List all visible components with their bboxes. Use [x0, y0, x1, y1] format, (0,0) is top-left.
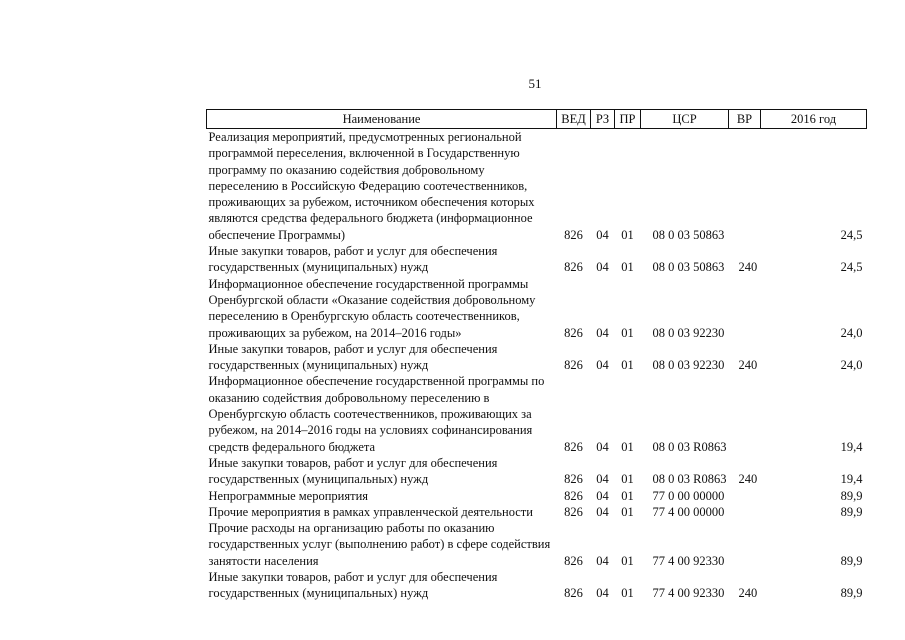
row-vr: 240	[738, 260, 758, 275]
row-vr: 240	[738, 358, 758, 373]
row-csr: 77 4 00 92330	[652, 553, 725, 568]
budget-table	[206, 109, 867, 602]
row-amount: 24,0	[840, 358, 863, 373]
header-name: Наименование	[207, 110, 557, 129]
table-row	[207, 129, 867, 244]
row-vr: 240	[738, 586, 758, 601]
row-pr: 01	[621, 325, 634, 340]
table-row	[207, 569, 867, 602]
row-pr: 01	[621, 504, 634, 519]
row-amount: 89,9	[840, 586, 863, 601]
row-csr: 08 0 03 R0863	[652, 472, 727, 487]
header-year: 2016 год	[761, 110, 867, 129]
row-amount: 24,5	[840, 227, 863, 242]
header-csr: ЦСР	[641, 110, 729, 129]
row-amount: 19,4	[840, 439, 863, 454]
row-ved: 826	[564, 472, 583, 487]
row-ved: 826	[564, 325, 583, 340]
table-header-row	[207, 110, 867, 129]
row-name: Информационное обеспечение государственной программы по оказанию содействия добровольному переселению в Оренбургскую область соотечественников, проживающих за рубежом, на 2014–2016 годы на условиях софинансирования средств федерального бюджета	[208, 374, 545, 454]
row-ved: 826	[564, 586, 583, 601]
row-rz: 04	[596, 488, 609, 503]
row-pr: 01	[621, 227, 634, 242]
row-ved: 826	[564, 358, 583, 373]
table-row	[207, 373, 867, 454]
row-pr: 01	[621, 488, 634, 503]
row-amount: 89,9	[840, 504, 863, 519]
row-name: Иные закупки товаров, работ и услуг для обеспечения государственных (муниципальных) нужд	[208, 341, 498, 373]
table-row	[207, 520, 867, 569]
row-rz: 04	[596, 439, 609, 454]
row-vr	[729, 488, 761, 504]
row-vr	[729, 276, 761, 341]
row-name: Иные закупки товаров, работ и услуг для обеспечения государственных (муниципальных) нужд	[208, 244, 498, 275]
row-csr: 77 4 00 92330	[652, 586, 725, 601]
row-amount: 24,0	[840, 325, 863, 340]
row-csr: 08 0 03 R0863	[652, 439, 727, 454]
row-ved: 826	[564, 439, 583, 454]
row-pr: 01	[621, 358, 634, 373]
table-row	[207, 243, 867, 276]
row-ved: 826	[564, 227, 583, 242]
row-amount: 89,9	[840, 488, 863, 503]
table-row	[207, 455, 867, 488]
row-csr: 08 0 03 50863	[652, 260, 725, 275]
table-row	[207, 276, 867, 341]
header-pr: ПР	[615, 110, 641, 129]
row-rz: 04	[596, 325, 609, 340]
header-vr: ВР	[729, 110, 761, 129]
row-name: Прочие мероприятия в рамках управленческой деятельности	[208, 504, 533, 519]
row-amount: 19,4	[840, 472, 863, 487]
row-vr	[729, 373, 761, 454]
row-name: Непрограммные мероприятия	[208, 488, 369, 503]
row-ved: 826	[564, 504, 583, 519]
row-vr: 240	[738, 472, 758, 487]
row-csr: 77 0 00 00000	[652, 488, 725, 503]
row-rz: 04	[596, 227, 609, 242]
row-pr: 01	[621, 553, 634, 568]
row-rz: 04	[596, 260, 609, 275]
row-amount: 24,5	[840, 260, 863, 275]
row-vr	[729, 129, 761, 244]
row-name: Прочие расходы на организацию работы по оказанию государственных услуг (выполнению работ) в сфере содействия занятости населения	[208, 521, 551, 568]
row-csr: 08 0 03 92230	[652, 358, 725, 373]
row-name: Реализация мероприятий, предусмотренных региональной программой переселения, включенной в Государственную программу по оказанию содействия добровольному переселению в Российскую Федерацию соотечественников, проживающих за рубежом, источником обеспечения которых являются средства федерального бюджета (информационное обеспечение Программы)	[208, 130, 535, 242]
row-pr: 01	[621, 586, 634, 601]
row-name: Иные закупки товаров, работ и услуг для обеспечения государственных (муниципальных) нужд	[208, 570, 498, 601]
row-csr: 08 0 03 92230	[652, 325, 725, 340]
row-vr	[729, 520, 761, 569]
header-rz: РЗ	[591, 110, 615, 129]
row-pr: 01	[621, 472, 634, 487]
row-ved: 826	[564, 488, 583, 503]
row-csr: 08 0 03 50863	[652, 227, 725, 242]
row-rz: 04	[596, 358, 609, 373]
table-row	[207, 488, 867, 504]
row-amount: 89,9	[840, 553, 863, 568]
row-csr: 77 4 00 00000	[652, 504, 725, 519]
row-pr: 01	[621, 260, 634, 275]
row-rz: 04	[596, 553, 609, 568]
row-rz: 04	[596, 504, 609, 519]
page-number: 51	[528, 76, 542, 91]
table-row	[207, 341, 867, 374]
row-rz: 04	[596, 472, 609, 487]
row-vr	[729, 504, 761, 520]
table-row	[207, 504, 867, 520]
row-ved: 826	[564, 553, 583, 568]
row-name: Информационное обеспечение государственной программы Оренбургской области «Оказание содействия добровольному переселению в Оренбургскую область соотечественников, проживающих за рубежом, на 2014–2016 годы»	[208, 276, 536, 340]
header-ved: ВЕД	[557, 110, 591, 129]
row-pr: 01	[621, 439, 634, 454]
row-ved: 826	[564, 260, 583, 275]
row-rz: 04	[596, 586, 609, 601]
row-name: Иные закупки товаров, работ и услуг для обеспечения государственных (муниципальных) нужд	[208, 455, 498, 487]
